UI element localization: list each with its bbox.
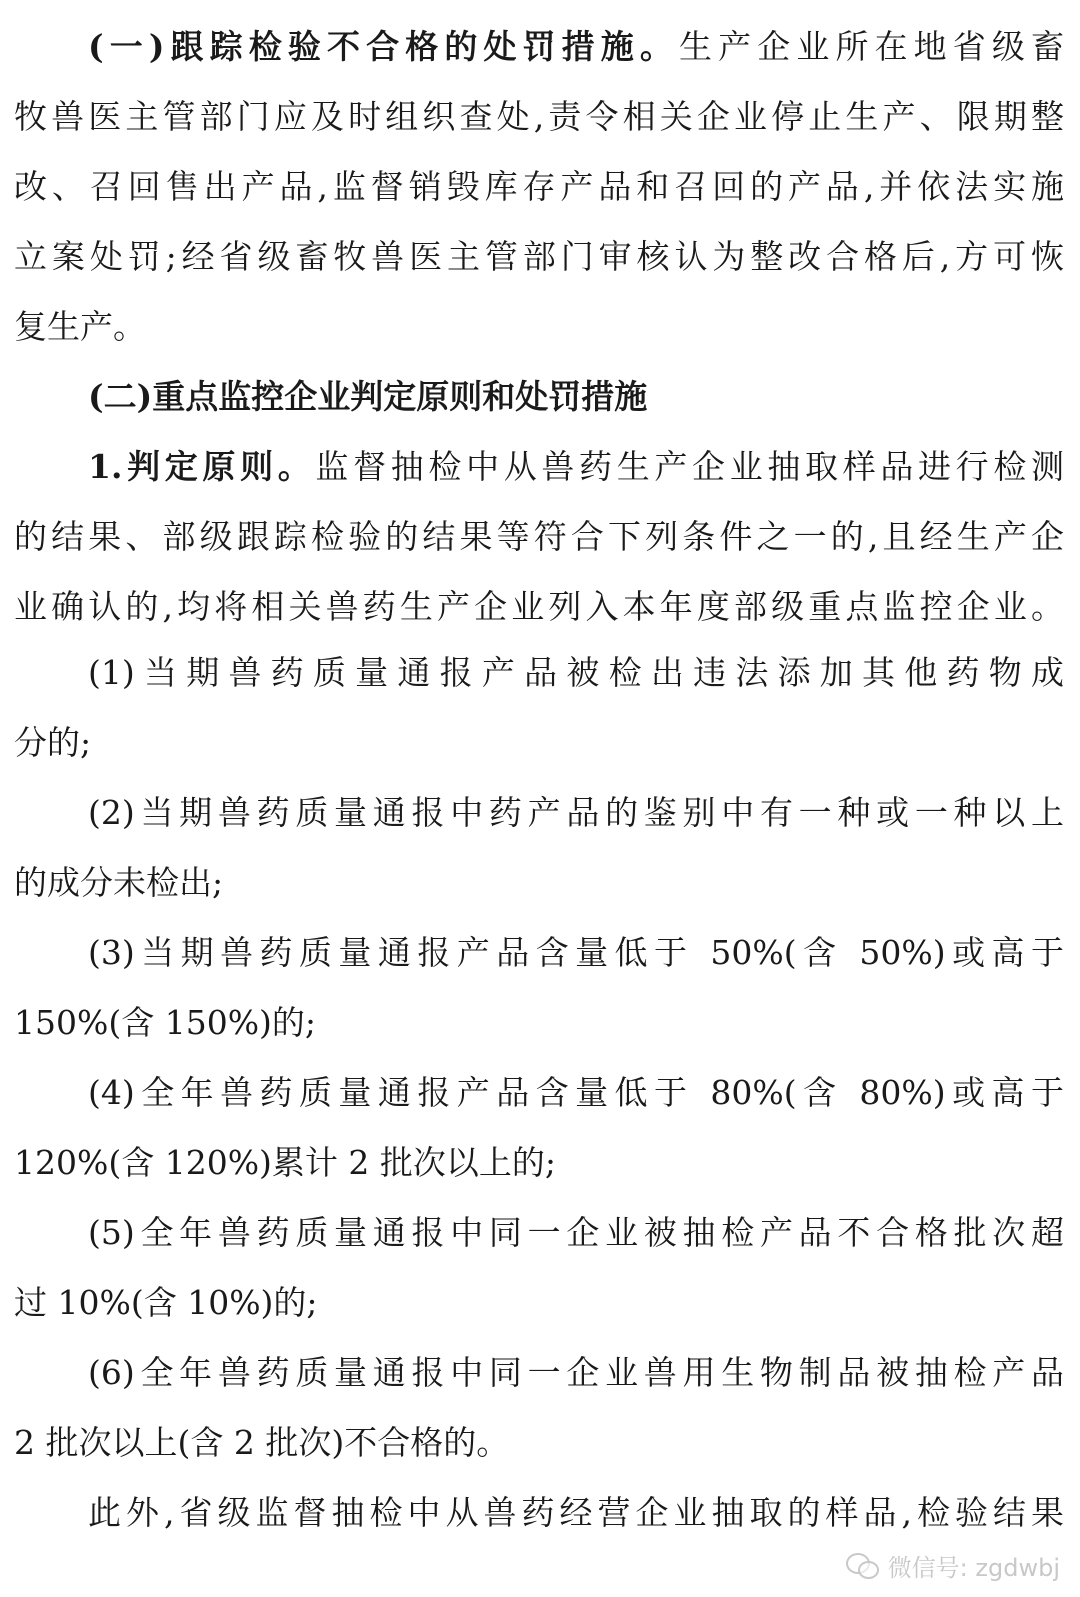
body-text: 生产企业所在地省级畜: [679, 27, 1064, 66]
text-line: [14, 1278, 1064, 1328]
body-text: (2)当期兽药质量通报中药产品的鉴别中有一种或一种以上: [88, 793, 1064, 832]
text-line: [14, 998, 1064, 1048]
text-line: [88, 1208, 1064, 1258]
body-text: 的成分未检出;: [14, 863, 224, 902]
body-text: 监督抽检中从兽药生产企业抽取样品进行检测: [315, 447, 1064, 486]
body-text: 过 10%(含 10%)的;: [14, 1283, 318, 1322]
text-line: [88, 1348, 1064, 1398]
body-text: 此外,省级监督抽检中从兽药经营企业抽取的样品,检验结果: [88, 1493, 1064, 1532]
body-text: (4)全年兽药质量通报产品含量低于 80%(含 80%)或高于: [88, 1073, 1064, 1112]
text-line: [14, 858, 1064, 908]
body-text: 120%(含 120%)累计 2 批次以上的;: [14, 1143, 557, 1182]
body-text: (3)当期兽药质量通报产品含量低于 50%(含 50%)或高于: [88, 933, 1064, 972]
text-line: [14, 582, 1064, 632]
body-text: (6)全年兽药质量通报中同一企业兽用生物制品被抽检产品: [88, 1353, 1064, 1392]
body-text: 牧兽医主管部门应及时组织查处,责令相关企业停止生产、限期整: [14, 97, 1064, 136]
text-line: [88, 928, 1064, 978]
body-text: 复生产。: [14, 307, 146, 346]
text-line: [14, 1418, 1064, 1468]
body-text: (5)全年兽药质量通报中同一企业被抽检产品不合格批次超: [88, 1213, 1064, 1252]
text-line: [88, 1068, 1064, 1118]
wechat-icon: [846, 1551, 880, 1579]
body-text: 2 批次以上(含 2 批次)不合格的。: [14, 1423, 510, 1462]
text-line: [88, 22, 1064, 72]
bold-text: (一)跟踪检验不合格的处罚措施。: [88, 27, 679, 66]
body-text: 改、召回售出产品,监督销毁库存产品和召回的产品,并依法实施: [14, 167, 1064, 206]
wechat-watermark: [846, 1545, 1060, 1585]
body-text: 的结果、部级跟踪检验的结果等符合下列条件之一的,且经生产企: [14, 517, 1064, 556]
bold-text: (二)重点监控企业判定原则和处罚措施: [88, 377, 648, 416]
text-line: [14, 302, 1064, 352]
text-line: [88, 648, 1064, 698]
text-line: [88, 442, 1064, 492]
bold-text: 1.判定原则。: [88, 447, 316, 486]
text-line: [14, 232, 1064, 282]
text-line: [14, 512, 1064, 562]
text-line: [14, 92, 1064, 142]
text-line: [88, 372, 1064, 422]
text-line: [14, 1138, 1064, 1188]
text-line: [14, 718, 1064, 768]
text-line: [88, 788, 1064, 838]
text-line: [88, 1488, 1064, 1538]
body-text: 立案处罚;经省级畜牧兽医主管部门审核认为整改合格后,方可恢: [14, 237, 1064, 276]
body-text: 150%(含 150%)的;: [14, 1003, 317, 1042]
body-text: (1)当期兽药质量通报产品被检出违法添加其他药物成: [88, 653, 1064, 692]
body-text: 业确认的,均将相关兽药生产企业列入本年度部级重点监控企业。: [14, 587, 1064, 626]
text-line: [14, 162, 1064, 212]
watermark-text: 微信号: zgdwbj: [887, 1553, 1060, 1582]
body-text: 分的;: [14, 723, 92, 762]
